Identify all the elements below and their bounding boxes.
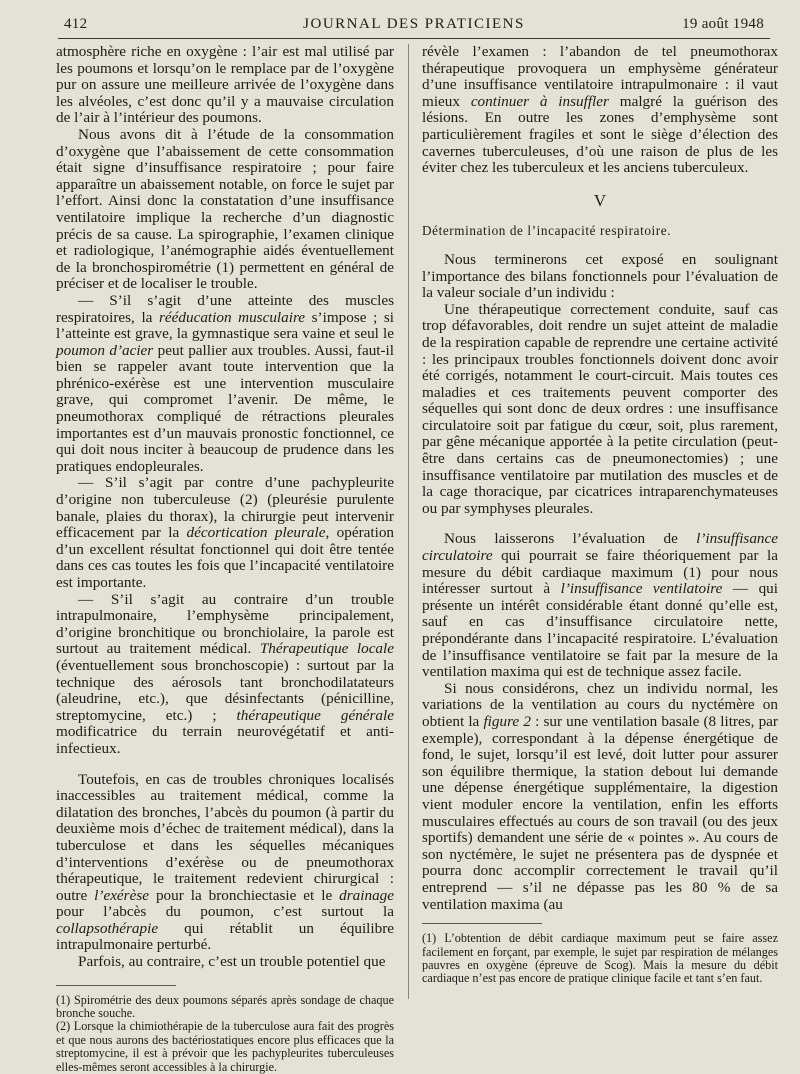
left-column [56, 43, 395, 1074]
paragraph: — S’il s’agit d’une atteinte des muscles respiratoires, la rééducation musculaire s’impose ; si l’atteinte est grave, la gymnastique sera vaine et seul le poumon d’acier peut pallier aux troubles. Aussi, faut-il bien se rappeler avant toute intervention que la phrénico-exérèse est une intervention musculaire grave, qui compromet l’avenir. De même, le pneumothorax compliqué de rétractions pleurales importantes est d’un mauvais pronostic fonctionnel, ce qui doit nous inciter à beaucoup de prudence dans les pratiques endopleurales. [56, 291, 395, 475]
paragraph: Une thérapeutique correctement conduite, sauf cas trop défavorables, doit rendre un sujet atteint de maladie de la respiration capable de reprendre une certaine activité : les principaux troubles fonctionnels doivent donc avoir été corrigés, notamment le court-circuit. Mais toutes ces maladies et ces traitements peuvent comporter des séquelles qui sont donc de deux ordres : une insuffisance circulatoire soit par fatigue du cœur, soit, plus rarement, par gêne mécanique apportée à la petite circulation (peut-être dans certains cas de pneumonectomies) ; une insuffisance ventilatoire par mutilation des muscles et de la cage thoracique, par cicatrices intraparenchymateuses ou par symphyses pleurales. [422, 300, 778, 517]
journal-title: JOURNAL DES PRATICIENS [303, 16, 525, 32]
paragraph: — S’il s’agit par contre d’une pachypleurite d’origine non tuberculeuse (2) (pleurésie purulente banale, plaies du thorax), la chirurgie peut intervenir efficacement par la décortication pleurale, opération d’un excellent résultat fonctionnel qui doit être tentée dans ces cas toutes les fois que l’incapacité ventilatoire est importante. [56, 474, 395, 591]
header-rule [58, 38, 770, 39]
page-number: 412 [64, 16, 88, 32]
paragraph: Parfois, au contraire, c’est un trouble potentiel que [78, 953, 386, 971]
footnote-rule [422, 923, 542, 924]
issue-date: 19 août 1948 [682, 16, 764, 32]
paragraph: Nous terminerons cet exposé en soulignant l’importance des bilans fonctionnels pour l’évaluation de la valeur sociale d’un individu : [422, 250, 778, 302]
paragraph: révèle l’examen : l’abandon de tel pneumothorax thérapeutique provoquera un emphysème générateur d’une insuffisance ventilatoire intrapulmonaire : il vaut mieux continuer à insuffler malgré la guérison des lésions. En outre les zones d’emphysème sont particulièrement fragiles et sont le siège d’élection des cavernes tuberculeuses, d’où une raison de plus de les éviter chez les tuberculeux et les anciens tuberculeux. [422, 43, 778, 177]
paragraph: Toutefois, en cas de troubles chroniques localisés inaccessibles au traitement médical, comme la dilatation des bronches, l’abcès du poumon (à partir du deuxième mois d’échec de traitement médical), dans la tuberculose et dans les séquelles mécaniques d’interventions d’exérèse ou de pneumothorax thérapeutique, le traitement redevient chirurgical : outre l’exérèse pour la bronchiectasie et le drainage pour l’abcès du poumon, c’est surtout la collapsothérapie qui rétablit un équilibre intrapulmonaire perturbé. [56, 770, 394, 954]
footnote-rule [56, 985, 176, 986]
column-divider [408, 44, 409, 999]
paragraph: Nous laisserons l’évaluation de l’insuffisance circulatoire qui pourrait se faire théoriquement par la mesure du débit cardiaque maximum (1) pour nous intéresser surtout à l’insuffisance ventilatoire — qui présente un intérêt considérable étant donné qu’elle est, sauf en cas d’insuffisance circulatoire nette, prépondérante dans l’incapacité respiratoire. L’évaluation de l’insuffisance ventilatoire se fait par la mesure de la ventilation maxima qui est de technique assez facile. [422, 530, 778, 681]
footnote: (1) Spirométrie des deux poumons séparés après sondage de chaque bronche souche. [56, 992, 394, 1021]
section-title: Détermination de l’incapacité respiratoire. [422, 223, 672, 239]
paragraph: Si nous considérons, chez un individu normal, les variations de la ventilation au cours du nyctémère on obtient la figure 2 : sur une ventilation basale (8 litres, par exemple), correspondant à la dépense énergétique de fond, le sujet, lorsqu’il est levé, doit lutter pour assurer son équilibre thermique, la station debout lui demande une dépense énergétique supplémentaire, la digestion vient moduler encore la ventilation, enfin les efforts musculaires effectués au cours de son travail (ou des jeux sportifs) demandent une série de « pointes ». Au cours de son nyctémère, le sujet ne présentera pas de dyspnée et pourra donc accomplir correctement le travail qu’il entreprend — s’il ne dépasse pas les 80 % de sa ventilation maxima (au [422, 679, 778, 913]
footnote: (1) L’obtention de débit cardiaque maximum peut se faire assez facilement en forçant, par exemple, le sujet par respiration de mélanges pauvres en oxygène (épreuve de Scog). Mais la mesure du débit cardiaque n’est pas encore de pratique clinique facile et tant s’en faut. [422, 931, 778, 986]
right-column [422, 44, 778, 999]
paragraph: atmosphère riche en oxygène : l’air est mal utilisé par les poumons et lorsqu’on le remplace par de l’oxygène pur on assure une meilleure arrivée de l’oxygène dans les alvéoles, c’est donc qu’il y a mauvaise circulation de l’air à l’intérieur des poumons. [56, 43, 394, 127]
footnote: (2) Lorsque la chimiothérapie de la tuberculose aura fait des progrès et que nous aurons des bactériostatiques encore plus efficaces que la streptomycine, il est à prévoir que les pachypleurites tuberculeuses elles-mêmes seront accessibles à la chirurgie. [56, 1019, 394, 1074]
paragraph: Nous avons dit à l’étude de la consommation d’oxygène que l’abaissement de cette consommation était signe d’insuffisance respiratoire ; pour faire apparaître un abaissement notable, on force le sujet par l’effort. Ainsi donc la constatation d’une insuffisance ventilatoire implique la recherche d’un diagnostic précis de sa cause. La spirographie, l’examen clinique et radiologique, l’anémographie aidés éventuellement de la bronchospirométrie (1) permettent en général de préciser et de localiser le trouble. [56, 125, 394, 293]
section-number: V [593, 190, 607, 210]
paragraph: — S’il s’agit au contraire d’un trouble intrapulmonaire, l’emphysème principalement, d’origine bronchitique ou bronchiolaire, la parole est surtout au traitement médical. Thérapeutique locale (éventuellement sous bronchoscopie) : surtout par la technique des aérosols tant bronchodilatateurs (aleudrine, etc.), que désinfectants (pénicilline, streptomycine, etc.) ; thérapeutique générale modificatrice du terrain neurovégétatif et anti-infectieux. [56, 590, 394, 757]
page-header [58, 10, 770, 36]
